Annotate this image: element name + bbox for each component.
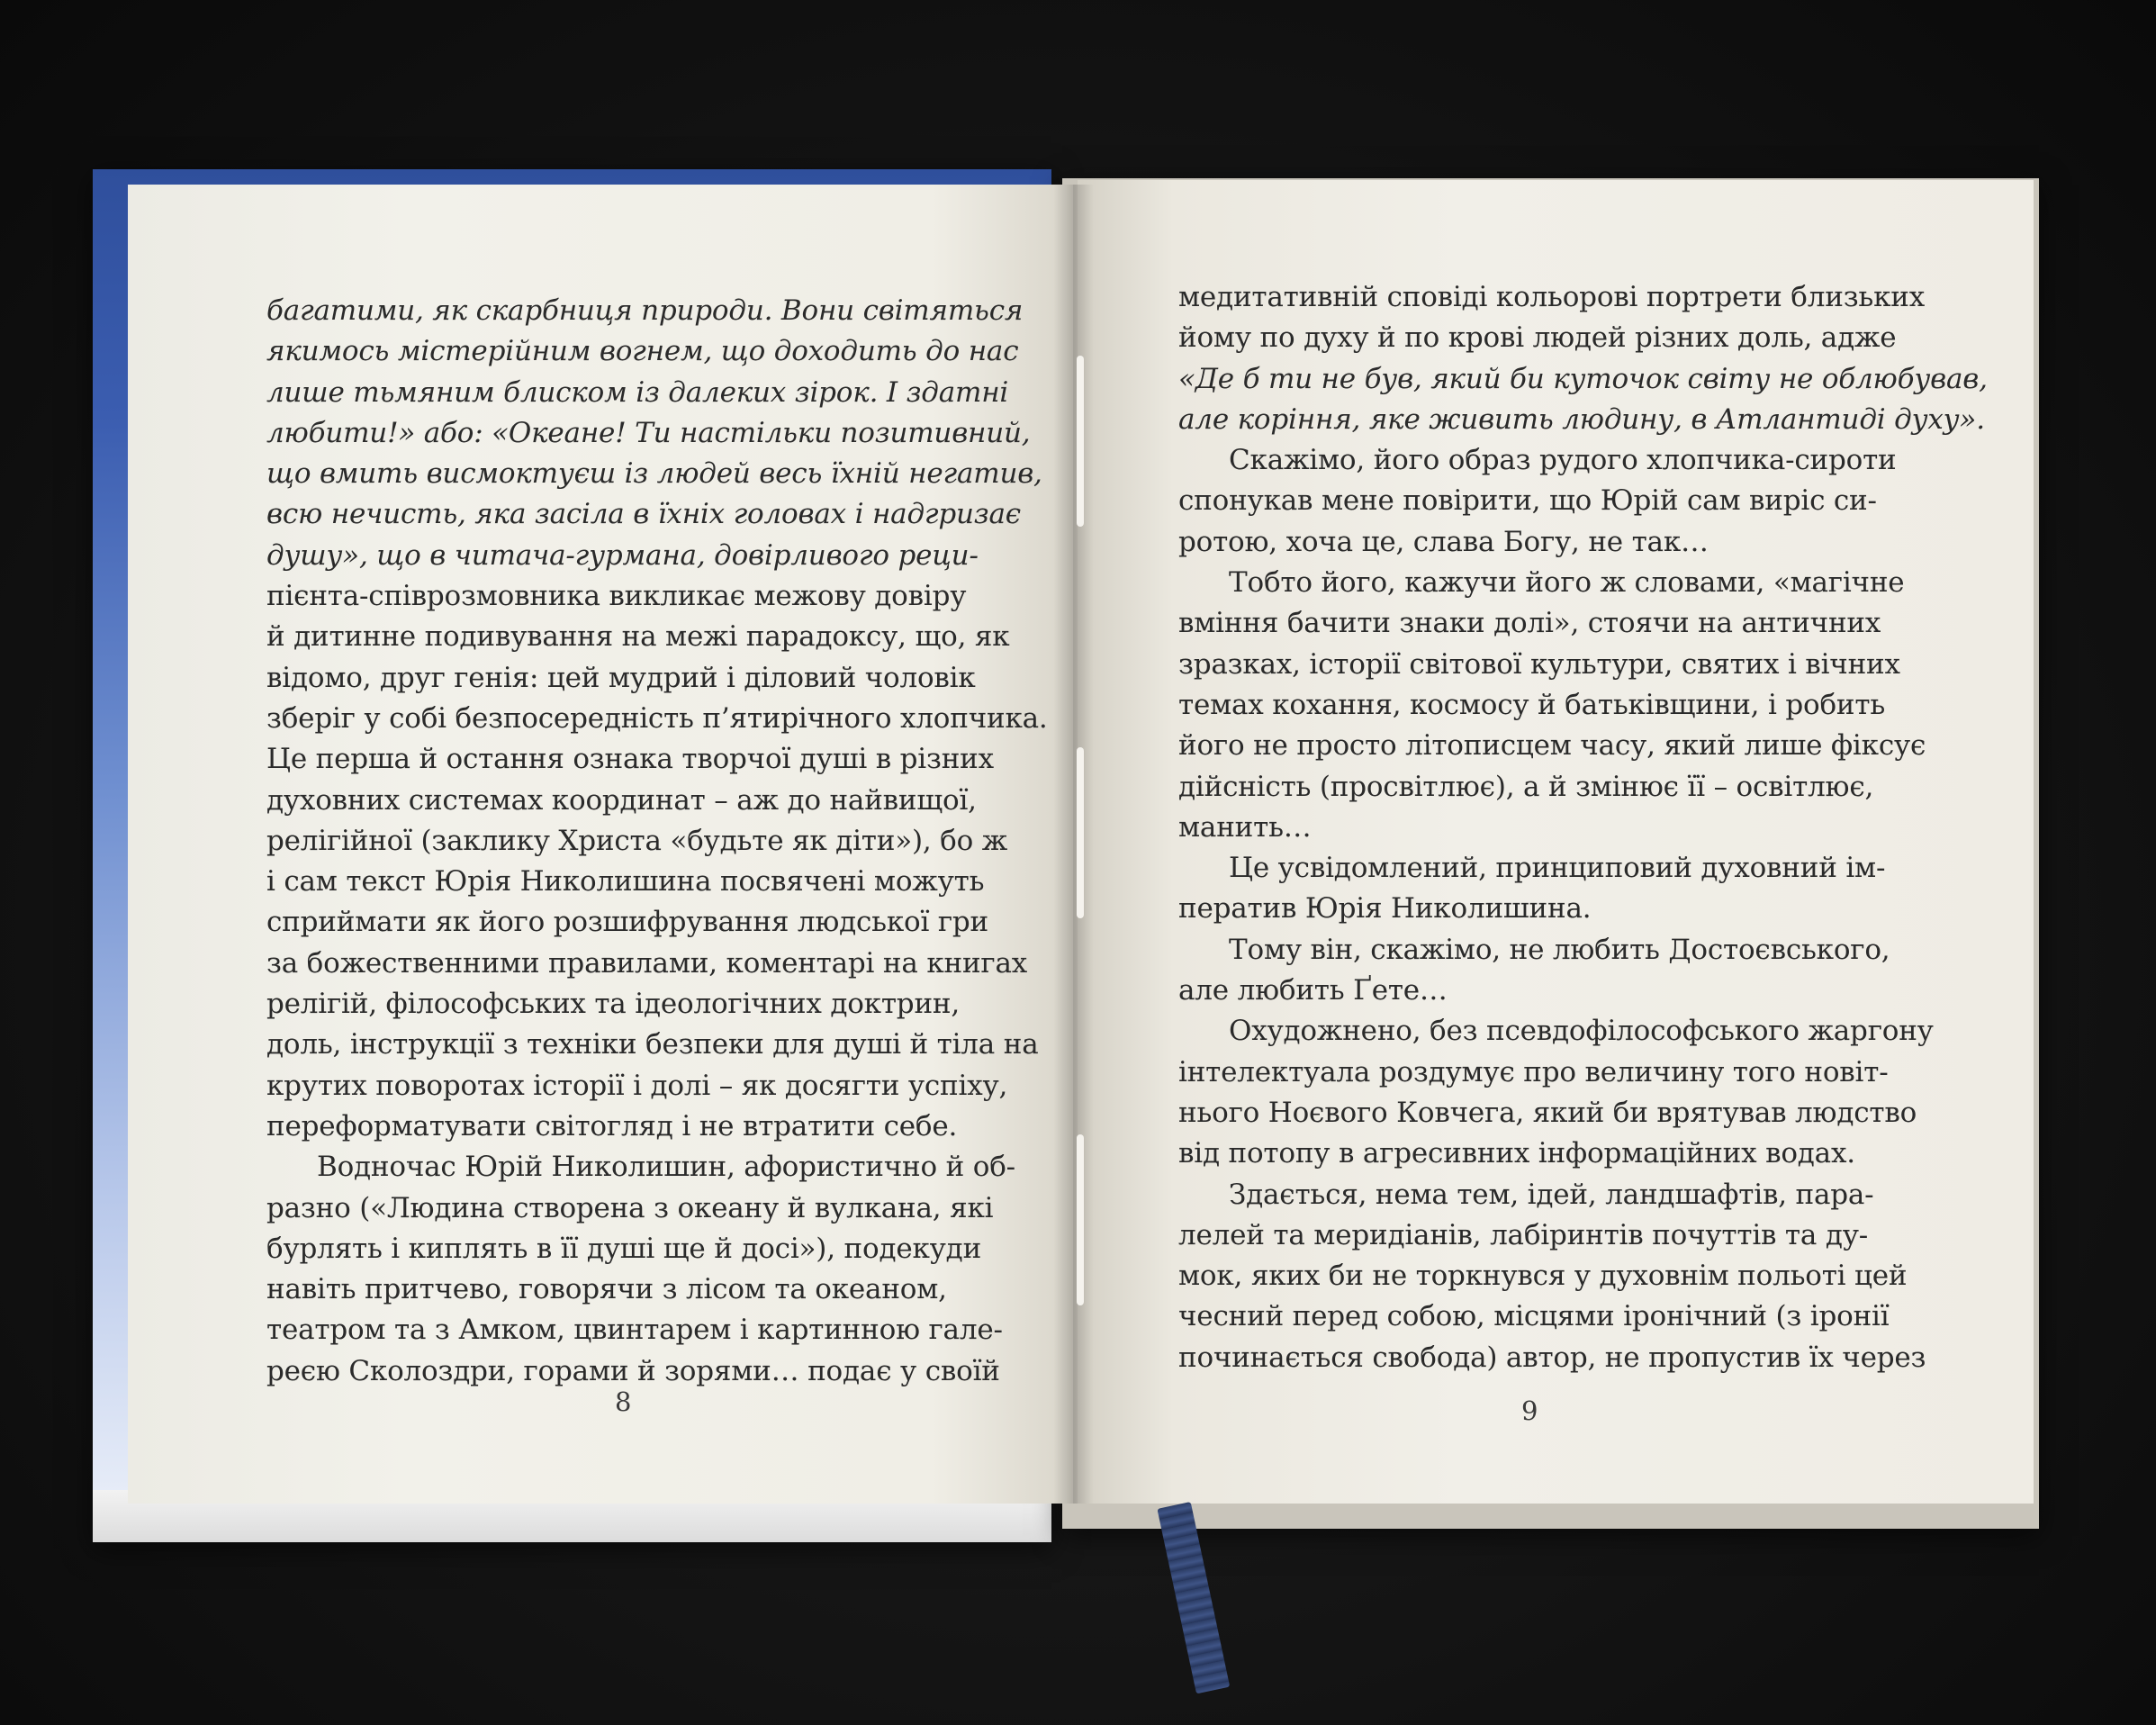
- text-line: навіть притчево, говорячи з лісом та океаном,: [266, 1273, 947, 1306]
- text-line: театром та з Амком, цвинтарем і картинною гале-: [266, 1314, 1003, 1347]
- text-line: крутих поворотах історії і долі – як досягти успіху,: [266, 1069, 1008, 1102]
- right-page-number: 9: [1521, 1395, 1538, 1426]
- binding-stitch: [1077, 356, 1084, 527]
- bookmark-ribbon: [1157, 1502, 1230, 1693]
- text-line: Водночас Юрій Николишин, афористично й об-: [317, 1151, 1015, 1184]
- text-line: душу», що в читача-гурмана, довірливого реци-: [266, 538, 979, 572]
- text-line: релігійної (заклику Христа «будьте як діти»), бо ж: [266, 824, 1008, 857]
- book-gutter: [1053, 185, 1094, 1504]
- text-line: Тому він, скажімо, не любить Достоєвського,: [1229, 933, 1890, 966]
- text-line: і сам текст Юрія Николишина посвячені можуть: [266, 865, 985, 899]
- text-line: манить…: [1178, 810, 1312, 844]
- text-line: що вмить висмоктуєш із людей весь їхній негатив,: [266, 457, 1042, 491]
- text-line: вміння бачити знаки долі», стоячи на античних: [1178, 607, 1881, 640]
- text-line: починається свобода) автор, не пропустив їх через: [1178, 1341, 1926, 1374]
- text-line: дійсність (просвітлює), а й змінює її – освітлює,: [1178, 770, 1874, 803]
- text-line: доль, інструкції з техніки безпеки для душі й тіла на: [266, 1028, 1039, 1061]
- text-line: але коріння, яке живить людину, в Атлантиді духу».: [1178, 402, 1985, 436]
- text-line: Скажімо, його образ рудого хлопчика-сироти: [1229, 444, 1897, 477]
- text-line: медитативній сповіді кольорові портрети близьких: [1178, 281, 1926, 313]
- text-line: духовних системах координат – аж до найвищої,: [266, 783, 977, 817]
- text-line: бурлять і киплять в її душі ще й досі»), подекуди: [266, 1232, 982, 1265]
- text-line: за божественними правилами, коментарі на книгах: [266, 946, 1028, 980]
- text-line: відомо, друг генія: цей мудрий і діловий чоловік: [266, 661, 976, 694]
- text-line: зразках, історії світової культури, святих і вічних: [1178, 647, 1900, 681]
- left-page: [128, 185, 1073, 1504]
- text-line: й дитинне подивування на межі парадоксу, що, як: [266, 620, 1010, 654]
- text-line: ротою, хоча це, слава Богу, не так…: [1178, 525, 1709, 558]
- text-line: «Де б ти не був, який би куточок світу не облюбував,: [1178, 362, 1988, 395]
- text-line: йому по духу й по крові людей різних доль, адже: [1178, 321, 1897, 355]
- text-line: релігій, філософських та ідеологічних доктрин,: [266, 988, 961, 1021]
- text-line: Це перша й остання ознака творчої душі в різних: [266, 743, 994, 776]
- text-line: сприймати як його розшифрування людської гри: [266, 906, 988, 939]
- text-line: Це усвідомлений, принциповий духовний ім-: [1229, 852, 1886, 885]
- text-line: всю нечисть, яка засіла в їхніх головах і надгризає: [266, 498, 1021, 531]
- text-line: але любить Ґете…: [1178, 974, 1448, 1007]
- text-line: спонукав мене повірити, що Юрій сам виріс си-: [1178, 484, 1877, 518]
- text-line: його не просто літописцем часу, який лише фіксує: [1178, 729, 1926, 763]
- text-line: мок, яких би не торкнувся у духовнім польоті цей: [1178, 1260, 1908, 1293]
- text-line: темах кохання, космосу й батьківщини, і робить: [1178, 688, 1886, 721]
- text-line: Охудожнено, без псевдофілософського жаргону: [1229, 1015, 1934, 1048]
- text-line: зберіг у собі безпосередність п’ятирічного хлопчика.: [266, 701, 1048, 735]
- text-line: лелей та меридіанів, лабіринтів почуттів та ду-: [1178, 1218, 1869, 1251]
- text-line: чесний перед собою, місцями іронічний (з іронії: [1178, 1300, 1890, 1333]
- text-line: любити!» або: «Океане! Ти настільки позитивний,: [266, 416, 1031, 449]
- left-page-number: 8: [615, 1386, 632, 1417]
- right-page: [1078, 180, 2034, 1504]
- binding-stitch: [1077, 1134, 1084, 1305]
- text-line: від потопу в агресивних інформаційних водах.: [1178, 1137, 1855, 1170]
- text-line: переформатувати світогляд і не втратити себе.: [266, 1109, 958, 1142]
- text-line: Здається, нема тем, ідей, ландшафтів, пара-: [1229, 1178, 1874, 1211]
- text-line: інтелектуала роздумує про величину того новіт-: [1178, 1055, 1889, 1088]
- text-line: лише тьмяним блиском із далеких зірок. І здатні: [266, 375, 1009, 409]
- text-line: разно («Людина створена з океану й вулкана, які: [266, 1191, 994, 1224]
- text-line: нього Ноєвого Ковчега, який би врятував людство: [1178, 1096, 1917, 1129]
- left-page-text: [266, 291, 1048, 1392]
- text-line: ператив Юрія Николишина.: [1178, 892, 1592, 926]
- text-line: пієнта-співрозмовника викликає межову довіру: [266, 580, 967, 613]
- binding-stitch: [1077, 747, 1084, 918]
- text-line: багатими, як скарбниця природи. Вони світяться: [266, 294, 1024, 327]
- text-line: реєю Сколоздри, горами й зорями… подає у своїй: [266, 1354, 1000, 1387]
- text-line: якимось містерійним вогнем, що доходить до нас: [266, 335, 1019, 368]
- text-line: Тобто його, кажучи його ж словами, «магічне: [1229, 566, 1905, 600]
- right-page-text: [1178, 277, 1988, 1378]
